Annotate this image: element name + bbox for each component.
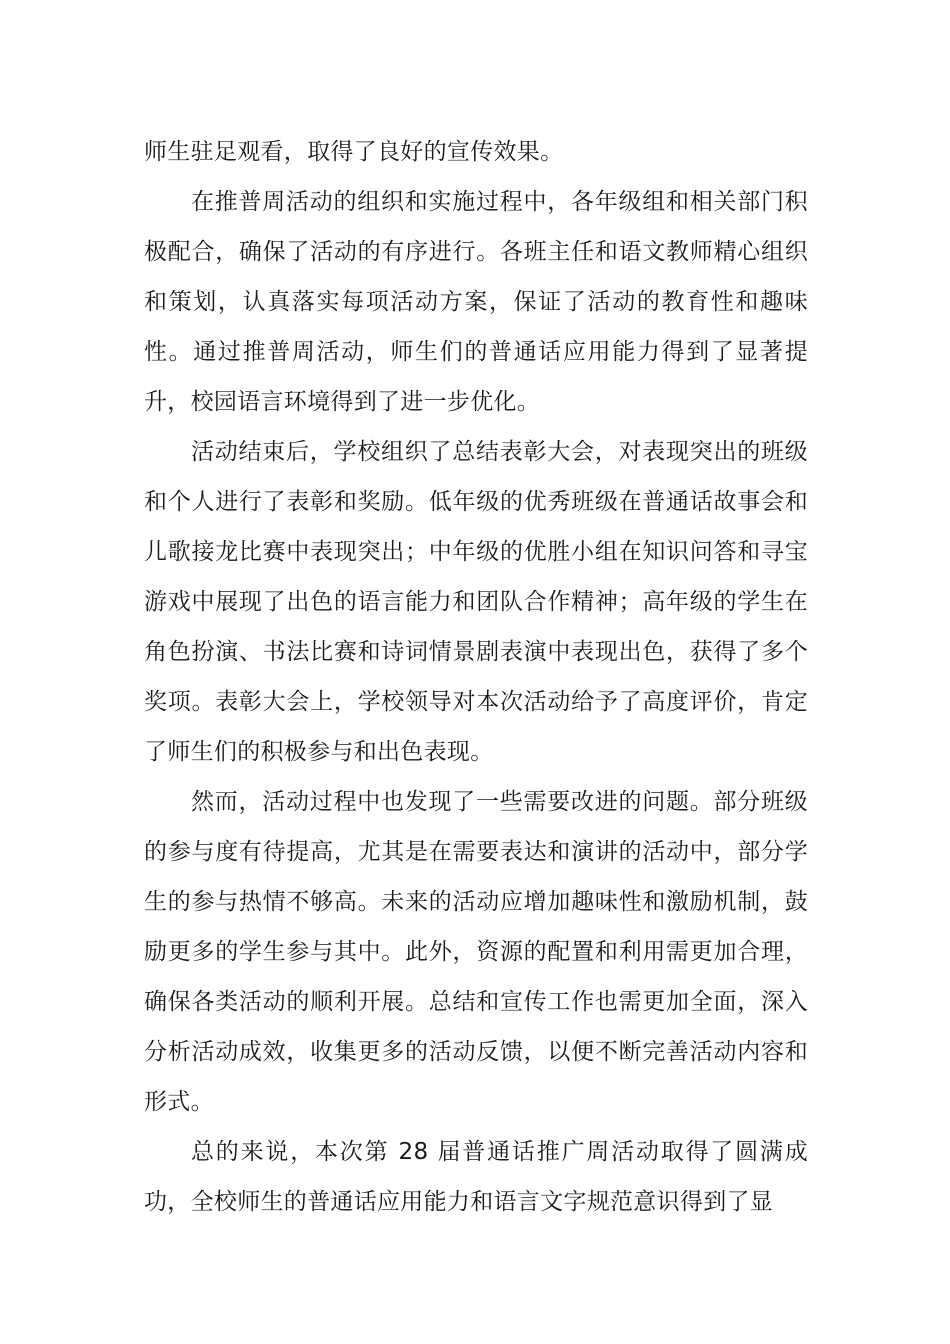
paragraph-summary: 总的来说，本次第 28 届普通话推广周活动取得了圆满成功，全校师生的普通话应用能力和语言文字规范意识得到了显 — [144, 1139, 808, 1215]
paragraph-continuation: 师生驻足观看，取得了良好的宣传效果。 — [144, 139, 564, 165]
paragraph-organization: 在推普周活动的组织和实施过程中，各年级组和相关部门积极配合，确保了活动的有序进行。各班主任和语文教师精心组织和策划，认真落实每项活动方案，保证了活动的教育性和趣味性。通过推普周活动，师生们的普通话应用能力得到了显著提升，校园语言环境得到了进一步优化。 — [144, 189, 808, 415]
paragraph-awards: 活动结束后，学校组织了总结表彰大会，对表现突出的班级和个人进行了表彰和奖励。低年级的优秀班级在普通话故事会和儿歌接龙比赛中表现突出；中年级的优胜小组在知识问答和寻宝游戏中展现了出色的语言能力和团队合作精神；高年级的学生在角色扮演、书法比赛和诗词情景剧表演中表现出色，获得了多个奖项。表彰大会上，学校领导对本次活动给予了高度评价，肯定了师生们的积极参与和出色表现。 — [144, 439, 808, 765]
document-body — [144, 127, 808, 1227]
paragraph-improvements: 然而，活动过程中也发现了一些需要改进的问题。部分班级的参与度有待提高，尤其是在需要表达和演讲的活动中，部分学生的参与热情不够高。未来的活动应增加趣味性和激励机制，鼓励更多的学生参与其中。此外，资源的配置和利用需更加合理，确保各类活动的顺利开展。总结和宣传工作也需更加全面，深入分析活动成效，收集更多的活动反馈，以便不断完善活动内容和形式。 — [144, 789, 808, 1115]
